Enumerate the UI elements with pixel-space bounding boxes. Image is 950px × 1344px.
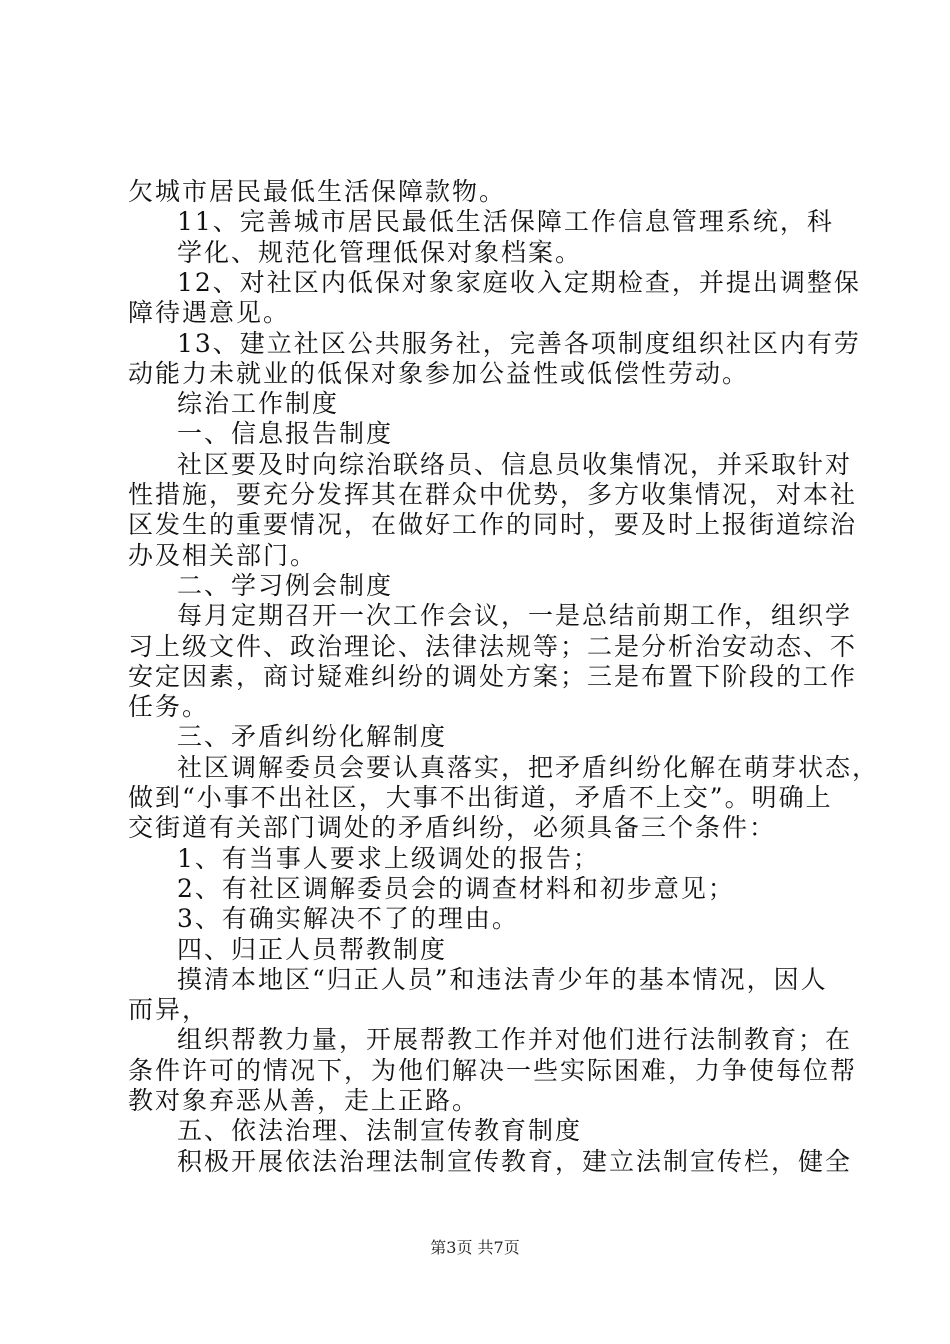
text-line: 每月定期召开一次工作会议，一是总结前期工作，组织学	[177, 601, 853, 631]
text-line: 积极开展依法治理法制宣传教育，建立法制宣传栏，健全	[177, 1146, 853, 1176]
page-footer: 第3页 共7页	[430, 1238, 520, 1257]
subsection-title: 四、归正人员帮教制度	[177, 934, 448, 964]
text-line: 摸清本地区“归正人员”和违法青少年的基本情况，因人	[177, 964, 828, 994]
subsection-title: 二、学习例会制度	[177, 570, 394, 600]
text-line: 社区调解委员会要认真落实，把矛盾纠纷化解在萌芽状态，	[177, 752, 880, 782]
text-line: 12、对社区内低保对象家庭收入定期检查，并提出调整保	[177, 267, 861, 297]
text-line: 组织帮教力量，开展帮教工作并对他们进行法制教育；在	[177, 1025, 853, 1055]
text-line: 区发生的重要情况，在做好工作的同时，要及时上报街道综治	[128, 510, 858, 540]
subsection-title: 五、依法治理、法制宣传教育制度	[177, 1116, 583, 1146]
text-line: 条件许可的情况下，为他们解决一些实际困难，力争使每位帮	[128, 1055, 858, 1085]
text-line: 学化、规范化管理低保对象档案。	[177, 237, 583, 267]
list-item: 2、有社区调解委员会的调查材料和初步意见；	[177, 873, 735, 903]
text-line: 安定因素，商讨疑难纠纷的调处方案；三是布置下阶段的工作	[128, 661, 858, 691]
text-line: 社区要及时向综治联络员、信息员收集情况，并采取针对	[177, 449, 853, 479]
subsection-title: 一、信息报告制度	[177, 419, 394, 449]
text-line: 性措施，要充分发挥其在群众中优势，多方收集情况，对本社	[128, 480, 858, 509]
text-line: 11、完善城市居民最低生活保障工作信息管理系统，科	[177, 207, 834, 237]
list-item: 1、有当事人要求上级调处的报告；	[177, 843, 600, 873]
text-line: 欠城市居民最低生活保障款物。	[128, 177, 507, 206]
text-line: 13、建立社区公共服务社，完善各项制度组织社区内有劳	[177, 328, 861, 358]
text-line: 习上级文件、政治理论、法律法规等；二是分析治安动态、不	[128, 631, 858, 661]
section-title: 综治工作制度	[177, 389, 340, 419]
text-line: 交街道有关部门调处的矛盾纠纷，必须具备三个条件：	[128, 813, 777, 843]
subsection-title: 三、矛盾纠纷化解制度	[177, 722, 448, 752]
text-line: 障待遇意见。	[128, 298, 291, 328]
text-line: 任务。	[128, 692, 210, 722]
text-line: 办及相关部门。	[128, 540, 318, 570]
text-line: 动能力未就业的低保对象参加公益性或低偿性劳动。	[128, 358, 750, 388]
list-item: 3、有确实解决不了的理由。	[177, 904, 519, 934]
text-line: 教对象弃恶从善，走上正路。	[128, 1086, 480, 1115]
text-line: 而异，	[128, 995, 210, 1025]
text-line: 做到“小事不出社区，大事不出街道，矛盾不上交”。明确上	[128, 783, 833, 812]
